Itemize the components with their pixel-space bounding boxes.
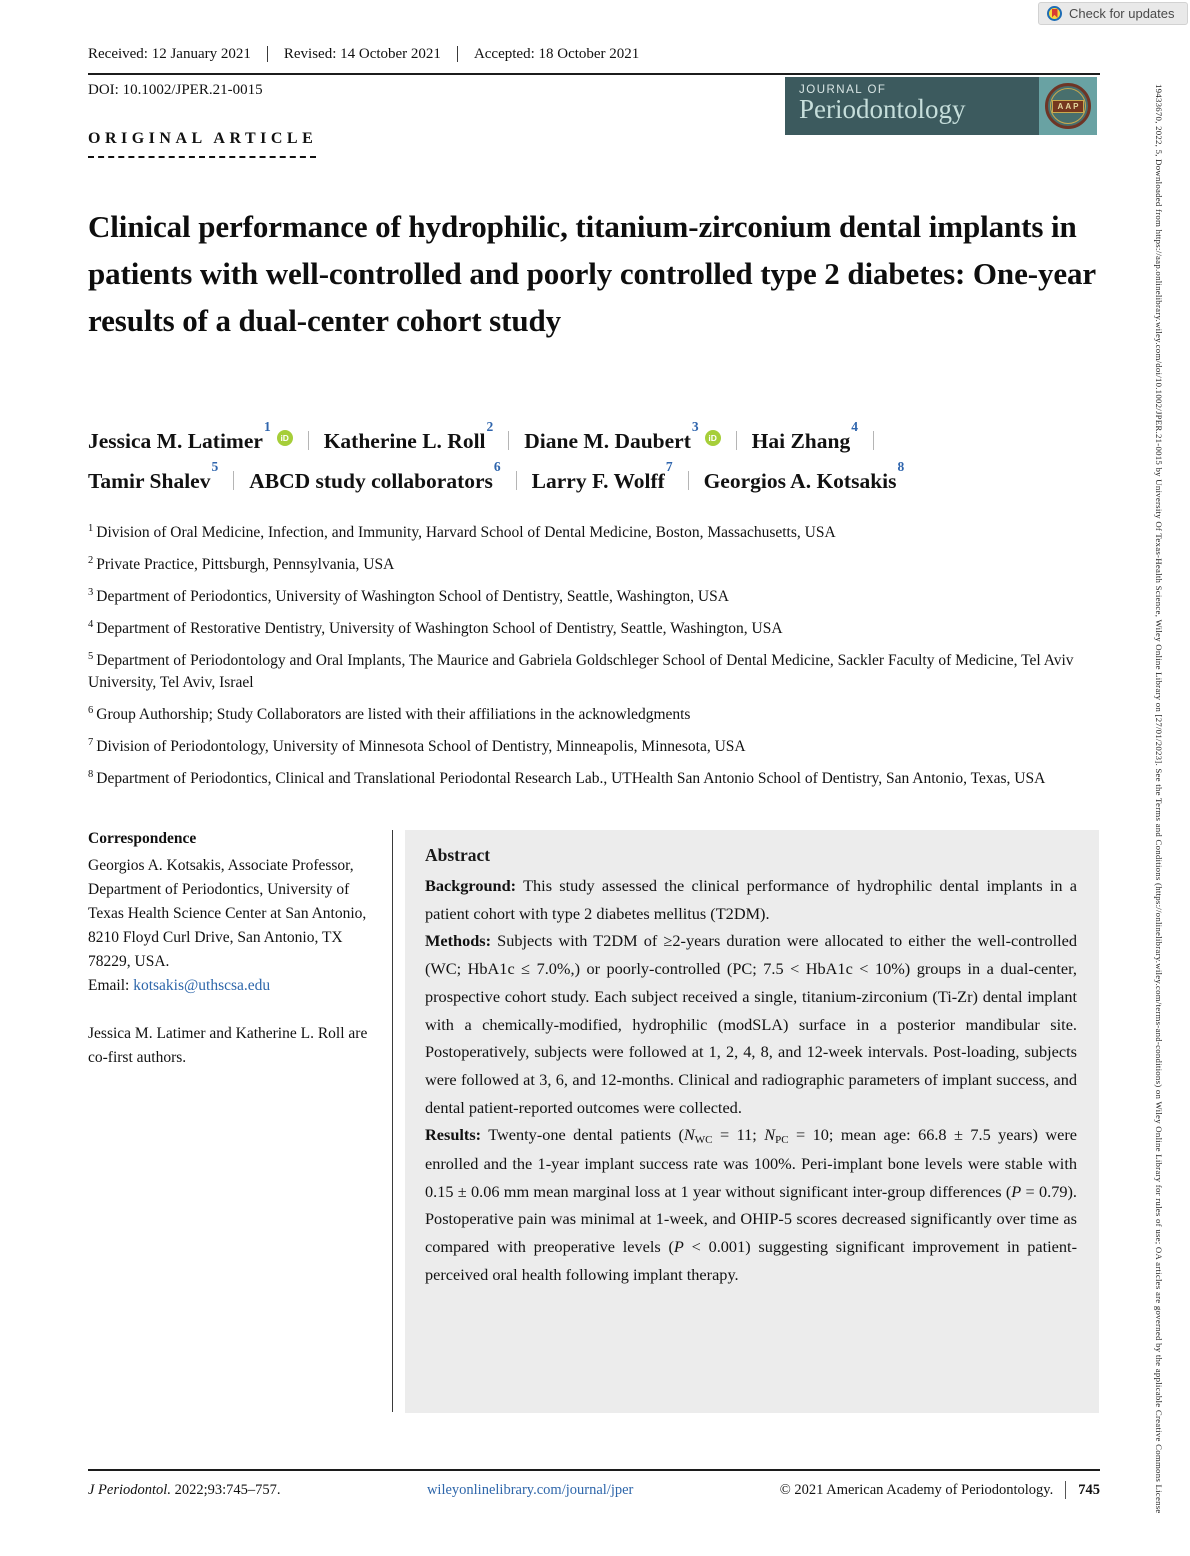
revised-date: Revised: 14 October 2021 [267,46,457,62]
affiliations-list [88,521,1102,799]
affiliation-item [88,617,1102,640]
authors-block [88,419,1108,507]
correspondence-heading: Correspondence [88,830,197,847]
aap-seal-icon [1039,77,1097,135]
aap-seal-circle [1045,83,1091,129]
author-affil-sup: 6 [493,459,501,474]
article-type-underline [88,156,316,158]
header-dates [88,46,1100,75]
author-name [531,459,673,494]
affiliation-item [88,521,1102,544]
check-for-updates-label: Check for updates [1069,6,1175,21]
email-label: Email: [88,977,134,995]
abstract-results [425,1121,1077,1288]
footer-copyright: © 2021 American Academy of Periodontology. [779,1481,1054,1498]
author-name-text: Katherine L. Roll [323,429,486,453]
results-sub-wc: WC [694,1134,713,1147]
results-text: = 0.79). Postoperative pain was minimal at 1-week, and OHIP-5 scores decreased significantly over time as compared with preoperative levels ( [425,1181,1077,1257]
results-var-p: P [1011,1181,1022,1201]
author-affil-sup: 5 [211,459,219,474]
author-name-text: Diane M. Daubert [524,429,691,453]
methods-label: Methods: [425,931,492,951]
author-name-text: Larry F. Wolff [531,469,665,493]
results-text: = 10; mean age: 66.8 ± 7.5 years) were enrolled and the 1-year implant success rate was 100%. Peri-implant bone levels were stable with 0.15 ± 0.06 mm mean marginal loss at 1 year without significant inter-group differences ( [425,1125,1078,1201]
results-label: Results: [425,1125,482,1145]
author-name [88,459,219,494]
footer-rule [88,1469,1100,1471]
affiliation-item [88,703,1102,726]
page-title: Clinical performance of hydrophilic, titanium-zirconium dental implants in patients with well-controlled and poorly controlled type 2 diabetes: One-year results of a dual-center cohort study [88,209,1096,339]
journal-banner-text [785,77,1039,135]
results-var-n: N [764,1125,776,1145]
background-text: This study assessed the clinical performance of hydrophilic dental implants in a patient cohort with type 2 diabetes mellitus (T2DM). [425,876,1077,923]
author-name-text: Georgios A. Kotsakis [703,469,897,493]
footer-journal-name: J Periodontol. [88,1481,171,1498]
doi: DOI: 10.1002/JPER.21-0015 [88,82,263,98]
author-name [524,419,699,454]
affiliation-sup: 5 [88,650,94,662]
author-affil-sup: 8 [897,459,905,474]
journal-banner [785,77,1097,135]
author-affil-sup: 7 [665,459,673,474]
author-name-text: Hai Zhang [751,429,851,453]
journal-of-label: JOURNAL OF [799,84,887,96]
affiliation-item [88,553,1102,576]
affiliation-sup: 1 [88,523,94,534]
orcid-icon[interactable]: iD [705,430,721,446]
abstract-panel [405,830,1099,1413]
footer-citation-rest: 2022;93:745–757. [170,1481,281,1498]
author-divider [873,431,874,450]
background-label: Background: [425,876,517,895]
affiliation-item [88,585,1102,608]
affiliation-item [88,735,1102,758]
author-name-text: Tamir Shalev [88,469,211,493]
affiliation-sup: 8 [88,769,94,781]
bookmark-icon [1052,9,1058,18]
affiliation-sup: 3 [88,586,94,598]
affiliation-text: Division of Oral Medicine, Infection, and Immunity, Harvard School of Dental Medicine, Boston, Massachusetts, USA [96,524,836,541]
check-for-updates-button[interactable] [1038,2,1188,25]
affiliation-item [88,649,1102,695]
affiliation-text: Department of Periodontics, Clinical and Translational Periodontal Research Lab., UTHealth San Antonio School of Dentistry, San Antonio, Texas, USA [96,770,1046,788]
author-name-text: ABCD study collaborators [249,469,493,493]
co-first-author-note: Jessica M. Latimer and Katherine L. Roll are co-first authors. [88,1025,368,1067]
abstract-background [425,872,1077,927]
email-link[interactable]: kotsakis@uthscsa.edu [133,977,271,995]
author-divider [516,471,517,490]
affiliation-text: Department of Restorative Dentistry, University of Washington School of Dentistry, Seattle, Washington, USA [96,619,783,637]
aap-seal-label: AAP [1052,100,1085,113]
results-text: = 11; [712,1125,765,1145]
author-affil-sup: 2 [486,419,494,434]
results-text: Twenty-one dental patients ( [481,1125,684,1145]
footer-divider [1065,1481,1066,1499]
correspondence-address: Georgios A. Kotsakis, Associate Professor, Department of Periodontics, University of Texas Health Science Center at San Antonio, 8210 Floyd Curl Drive, San Antonio, TX 78229, USA. [88,857,367,971]
affiliation-sup: 6 [88,705,94,717]
affiliation-sup: 4 [88,618,94,630]
author-affil-sup: 3 [691,419,699,434]
correspondence-body [88,854,380,998]
affiliation-text: Department of Periodontology and Oral Implants, The Maurice and Gabriela Goldschleger School of Dental Medicine, Sackler Faculty of Medicine, Tel Aviv University, Tel Aviv, Israel [88,651,1074,692]
author-name [249,459,501,494]
correspondence-block [88,827,380,1070]
results-text: < 0.001) suggesting significant improvement in patient-perceived oral health following implant therapy. [425,1237,1077,1284]
author-divider [508,431,509,450]
methods-text: Subjects with T2DM of ≥2-years duration were allocated to either the well-controlled (WC; HbA1c ≤ 7.0%,) or poorly-controlled (PC; 7.5 < HbA1c < 10%) groups in a dual-center, prospective cohort study. Each subject received a single, titanium-zirconium (Ti-Zr) dental implant with a chemically-modified, hydrophilic (modSLA) surface in a posterior mandibular site. Postoperatively, subjects were followed at 1, 2, 4, 8, and 12-week intervals. Post-loading, subjects were followed at 3, 6, and 12-months. Clinical and radiographic parameters of implant success, and dental patient-reported outcomes were collected. [425,931,1077,1117]
abstract-heading: Abstract [425,845,491,865]
accepted-date: Accepted: 18 October 2021 [457,46,655,62]
results-var-p: P [673,1237,684,1257]
crossmark-icon [1047,6,1062,21]
results-var-n: N [683,1125,695,1145]
sidebar-provenance-text: 19433670, 2022, 5, Downloaded from https://aap.onlinelibrary.wiley.com/doi/10.1002/JPER.21-0015 by University Of Texas-Health Science, Wiley Online Library on [27/01/2023]. See the Terms and Conditions (https://onlinelibrary.wiley.com/terms-and-conditions) on Wiley Online Library for rules of use; OA articles are governed by the applicable Creative Commons License [1154,84,1164,1514]
author-affil-sup: 1 [263,419,271,434]
footer-citation [88,1482,281,1499]
affiliation-text: Department of Periodontics, University of Washington School of Dentistry, Seattle, Washington, USA [96,587,729,605]
affiliation-sup: 2 [88,554,94,566]
affiliation-text: Division of Periodontology, University of Minnesota School of Dentistry, Minneapolis, Minnesota, USA [96,738,746,756]
affiliation-text: Private Practice, Pittsburgh, Pennsylvania, USA [96,555,395,573]
authors-row-1 [88,419,1108,454]
journal-name: Periodontology [799,94,966,124]
results-sub-pc: PC [775,1134,789,1147]
author-divider [308,431,309,450]
abstract-methods [425,927,1077,1121]
column-divider [392,830,393,1412]
author-divider [736,431,737,450]
author-name [88,419,271,454]
article-type-label: ORIGINAL ARTICLE [88,130,318,147]
affiliation-item [88,767,1102,790]
author-name [751,419,858,454]
footer [88,1481,1100,1499]
footer-journal-link[interactable]: wileyonlinelibrary.com/journal/jper [426,1481,634,1498]
author-name [323,419,494,454]
author-divider [688,471,689,490]
affiliation-text: Group Authorship; Study Collaborators are listed with their affiliations in the acknowledgments [96,706,691,724]
author-affil-sup: 4 [851,419,858,434]
footer-right [780,1481,1100,1499]
affiliation-sup: 7 [88,737,94,749]
authors-row-2 [88,459,1108,494]
orcid-icon[interactable]: iD [277,430,293,446]
page-number: 745 [1078,1481,1100,1498]
author-divider [233,471,234,490]
author-name-text: Jessica M. Latimer [88,429,263,453]
received-date: Received: 12 January 2021 [88,46,251,62]
author-name [703,459,905,494]
